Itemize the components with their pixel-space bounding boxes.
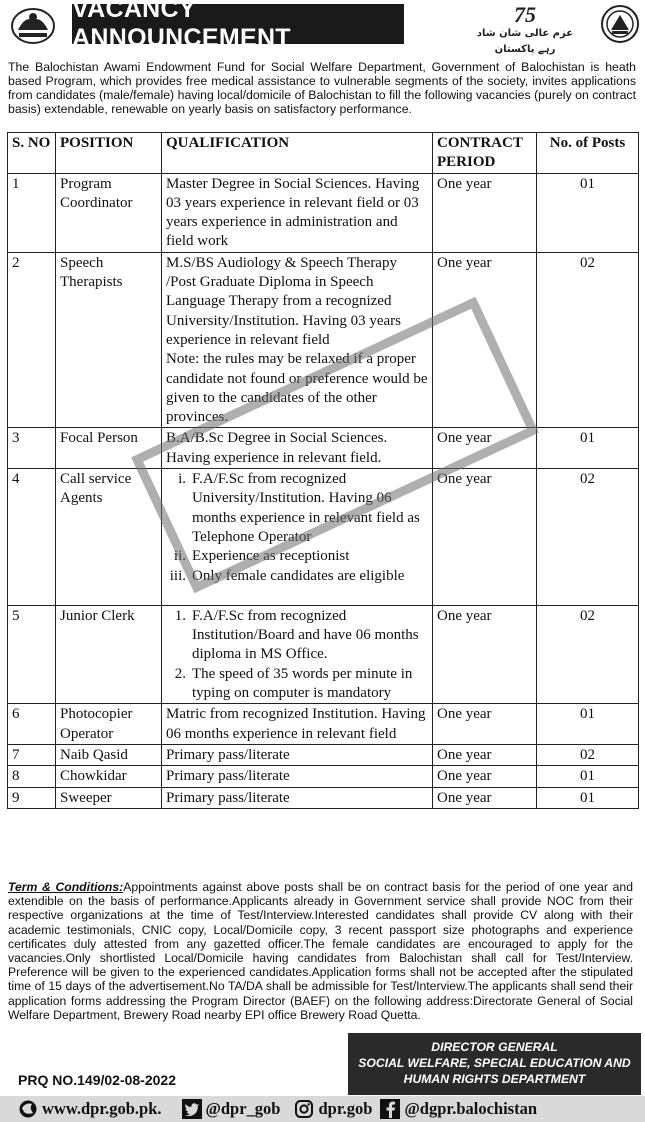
twitter-handle[interactable]: @dpr_gob xyxy=(205,1099,281,1118)
dpr-logo xyxy=(600,4,640,44)
qualification-text: M.S/BS Audiology & Speech Therapy /Post Graduate Diploma in Speech Language Therapy from a recognized University/Institution. Having 03 years experience in relevant field xyxy=(166,254,401,348)
emblem-number: 75 xyxy=(514,2,536,27)
cell-position: Call service Agents xyxy=(56,469,162,606)
cell-posts: 02 xyxy=(537,252,639,428)
cell-period: One year xyxy=(433,704,537,745)
intro-paragraph: The Balochistan Awami Endowment Fund for Social Welfare Department, Government of Balochistan is heath based Program, which provides free medical assistance to vulnerable segments of the society, invites applications from candidates (male/female) having local/domicile of Balochistan to fill the following vacancies (purely on contract basis) extendable, renewable on yearly basis on satisfactory performance. xyxy=(8,60,636,116)
cell-position: Naib Qasid xyxy=(56,744,162,765)
cell-period: One year xyxy=(433,252,537,428)
globe-icon xyxy=(18,1099,38,1119)
table-row xyxy=(8,428,639,469)
footer-facebook[interactable] xyxy=(380,1099,537,1119)
cell-position: Program Coordinator xyxy=(56,173,162,252)
list-item xyxy=(166,547,428,566)
cell-period: One year xyxy=(433,173,537,252)
cell-position: Junior Clerk xyxy=(56,605,162,703)
cell-sno: 2 xyxy=(8,252,56,428)
signature-department-line2: HUMAN RIGHTS DEPARTMENT xyxy=(403,1072,586,1086)
header-no-of-posts: No. of Posts xyxy=(537,133,639,174)
signature-department-line1: SOCIAL WELFARE, SPECIAL EDUCATION AND xyxy=(358,1056,631,1070)
list-item xyxy=(166,567,428,586)
cell-qualification: Master Degree in Social Sciences. Having 03 years experience in relevant field or 03 years experience in administration and field work xyxy=(162,173,433,252)
list-marker: ii. xyxy=(173,548,186,565)
list-text: Only female candidates are eligible xyxy=(192,567,405,584)
cell-period: One year xyxy=(433,469,537,606)
facebook-icon xyxy=(380,1099,400,1119)
cell-posts: 02 xyxy=(537,605,639,703)
footer-instagram[interactable] xyxy=(294,1099,372,1119)
cell-sno: 4 xyxy=(8,469,56,606)
twitter-icon xyxy=(182,1099,202,1119)
cell-sno: 8 xyxy=(8,766,56,787)
qualification-list xyxy=(166,607,428,703)
cell-period: One year xyxy=(433,787,537,808)
emblem-urdu-text: عزم عالی شان شاد رہے پاکستان xyxy=(476,28,574,55)
signature-block xyxy=(348,1033,641,1095)
list-text: Experience as receptionist xyxy=(192,548,350,565)
table-row xyxy=(8,173,639,252)
signature-title: DIRECTOR GENERAL xyxy=(431,1040,558,1054)
cell-sno: 1 xyxy=(8,173,56,252)
terms-text: Appointments against above posts shall be on contract basis for the period of one year and extendible on the basis of performance.Applicants already in Government service shall provide NOC from their respective organizations at the time of Test/Interview.Interested candidates shall provide CV along with their academic testimonials, CNIC copy, Local/Domicile copy, 3 recent passport size photographs and experience certificates duly attested from any gazetted officer.The female candidates are encouraged to apply for the vacancies.Only shortlisted Local/Domicile having candidates from Balochistan shall call for Test/Interview. Preference will be given to the experienced candidates.Application forms shall not be accepted after the stipulated time of 15 days of the advertisement.No TA/DA shall be admissible for Test/Interview.The applicants shall send their application forms addressing the Program Director (BAEF) on the following address:Directorate General of Social Welfare Department, Brewery Road nearby EPI office Brewery Road Quetta. xyxy=(8,880,633,1022)
instagram-icon xyxy=(294,1099,314,1119)
list-item xyxy=(166,665,428,704)
cell-qualification xyxy=(162,252,433,428)
list-marker: 2. xyxy=(174,665,186,682)
list-marker: iii. xyxy=(169,567,186,584)
terms-and-conditions xyxy=(8,880,633,1022)
cell-period: One year xyxy=(433,428,537,469)
table-row xyxy=(8,744,639,765)
header-position: POSITION xyxy=(56,133,162,174)
cell-sno: 5 xyxy=(8,605,56,703)
footer-bar xyxy=(0,1096,645,1122)
table-row xyxy=(8,252,639,428)
prq-number: PRQ NO.149/02-08-2022 xyxy=(18,1072,176,1088)
list-text: F.A/F.Sc from recognized University/Institution. Having 06 months experience in relevant field as Telephone Operator xyxy=(192,471,420,545)
cell-qualification: B.A/B.Sc Degree in Social Sciences. Having experience in relevant field. xyxy=(162,428,433,469)
cell-posts: 01 xyxy=(537,173,639,252)
header-sno: S. NO xyxy=(8,133,56,174)
list-item xyxy=(166,607,428,665)
cell-position: Photocopier Operator xyxy=(56,704,162,745)
cell-qualification xyxy=(162,469,433,606)
header-contract-period: CONTRACT PERIOD xyxy=(433,133,537,174)
cell-position: Sweeper xyxy=(56,787,162,808)
cell-period: One year xyxy=(433,744,537,765)
table-row xyxy=(8,605,639,703)
facebook-handle[interactable]: @dgpr.balochistan xyxy=(404,1099,538,1118)
vacancy-table xyxy=(7,132,639,809)
cell-qualification: Primary pass/literate xyxy=(162,766,433,787)
footer-website[interactable] xyxy=(18,1099,162,1119)
table-row xyxy=(8,469,639,606)
terms-label: Term & Conditions: xyxy=(8,880,124,894)
cell-posts: 02 xyxy=(537,469,639,606)
list-marker: 1. xyxy=(174,607,186,624)
cell-posts: 01 xyxy=(537,766,639,787)
list-item xyxy=(166,470,428,547)
cell-posts: 01 xyxy=(537,787,639,808)
cell-posts: 02 xyxy=(537,744,639,765)
list-text: The speed of 35 words per minute in typing on computer is mandatory xyxy=(192,665,413,702)
footer-twitter[interactable] xyxy=(182,1099,281,1119)
independence-75-emblem xyxy=(470,2,580,55)
table-row xyxy=(8,704,639,745)
table-header-row xyxy=(8,133,639,174)
cell-qualification: Matric from recognized Institution. Having 06 months experience in relevant field xyxy=(162,704,433,745)
table-row xyxy=(8,787,639,808)
cell-position: Chowkidar xyxy=(56,766,162,787)
cell-sno: 7 xyxy=(8,744,56,765)
cell-position: Focal Person xyxy=(56,428,162,469)
header xyxy=(0,0,645,55)
list-marker: i. xyxy=(178,471,186,488)
header-qualification: QUALIFICATION xyxy=(162,133,433,174)
website-link[interactable]: www.dpr.gob.pk. xyxy=(42,1099,162,1118)
cell-posts: 01 xyxy=(537,704,639,745)
cell-period: One year xyxy=(433,766,537,787)
cell-sno: 3 xyxy=(8,428,56,469)
balochistan-govt-logo xyxy=(10,6,56,46)
instagram-handle[interactable]: dpr.gob xyxy=(318,1099,373,1118)
cell-qualification xyxy=(162,605,433,703)
table-row xyxy=(8,766,639,787)
qualification-note: Note: the rules may be relaxed if a proper candidate not found or preference would be given to the candidates of the other provinces. xyxy=(166,351,428,426)
cell-position: Speech Therapists xyxy=(56,252,162,428)
list-text: F.A/F.Sc from recognized Institution/Board and have 06 months diploma in MS Office. xyxy=(192,607,419,663)
qualification-list xyxy=(166,470,428,586)
cell-sno: 9 xyxy=(8,787,56,808)
cell-qualification: Primary pass/literate xyxy=(162,744,433,765)
cell-qualification: Primary pass/literate xyxy=(162,787,433,808)
page-title: VACANCY ANNOUNCEMENT xyxy=(72,4,404,44)
cell-sno: 6 xyxy=(8,704,56,745)
cell-period: One year xyxy=(433,605,537,703)
cell-posts: 01 xyxy=(537,428,639,469)
